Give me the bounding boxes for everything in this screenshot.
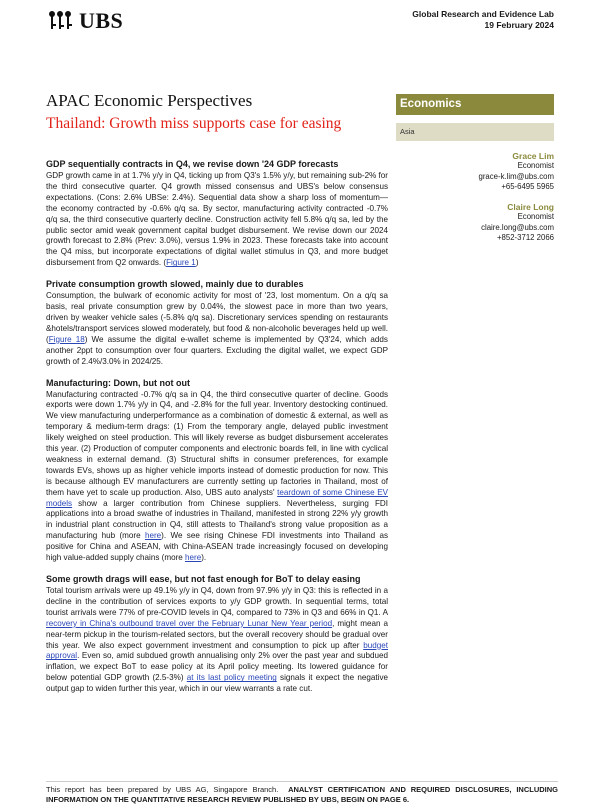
supply-chain-here-link[interactable]: here bbox=[185, 553, 202, 563]
section-heading-growth-drags: Some growth drags will ease, but not fast enough for BoT to delay easing bbox=[46, 574, 361, 584]
report-body bbox=[46, 158, 388, 704]
analyst-email[interactable]: grace-k.lim@ubs.com bbox=[478, 171, 554, 181]
ubs-logo bbox=[46, 8, 123, 34]
section-heading-consumption: Private consumption growth slowed, mainly due to durables bbox=[46, 279, 304, 290]
footer-disclosure: ANALYST CERTIFICATION AND REQUIRED DISCLOSURES, INCLUDING INFORMATION ON THE QUANTITATIVE RESEARCH REVIEW PUBLISHED BY UBS, BEGIN ON PAGE 6. bbox=[46, 785, 558, 804]
logo-text: UBS bbox=[79, 8, 124, 33]
region-bar: Asia bbox=[396, 123, 554, 141]
ev-teardown-link[interactable]: teardown of some Chinese EV models bbox=[46, 487, 389, 508]
ubs-keys-logo-icon bbox=[46, 10, 74, 32]
research-header bbox=[412, 9, 554, 31]
category-bar: Economics bbox=[396, 94, 554, 115]
sidebar bbox=[396, 94, 554, 243]
section-paragraph-gdp: GDP growth came in at 1.7% y/y in Q4, ticking up from Q3's 1.5% y/y, but remaining sub-2% for the third consecutive quarter. Q4 growth missed consensus and UBS's below consensus expectations. (Cons: 2.6% UBSe: 2.4%). Sequential data show a sharp loss of momentum—the economy contracted by -0.6% q/q sa. By sector, manufacturing activity contracted -0.7% q/q sa, the third consecutive quarterly decline. Construction activity fell 5.8% q/q sa, led by the public sector amid weak government capital budget disbursement. We revise down our 2024 growth forecast to 2.8% (Prev: 3.0%), versus 1.9% in 2023. These forecasts take into account the Q4 miss, but incorporate expectations of digital wallet stimulus in Q3, and more budget disbursement from Q2 onwards. (Figure 1) bbox=[46, 171, 388, 268]
figure-1-link[interactable]: Figure 1 bbox=[166, 258, 196, 268]
disclosure-footer bbox=[46, 781, 558, 805]
figure-18-link[interactable]: Figure 18 bbox=[48, 334, 85, 344]
report-headline: Thailand: Growth miss supports case for easing bbox=[46, 115, 342, 132]
china-travel-link[interactable]: recovery in China's outbound travel over the February Lunar New Year period bbox=[46, 618, 333, 628]
report-date: 19 February 2024 bbox=[484, 20, 554, 30]
footer-prefix: This report has been prepared by UBS AG, Singapore Branch. bbox=[46, 785, 279, 794]
section-paragraph-consumption: Consumption, the bulwark of economic activity for most of '23, lost momentum. On a q/q sa basis, real private consumption grew by 0.04%, the slowest pace in more than two years, driven by weaker vehicle sales (-5.8% q/q sa). Discretionary services spending on restaurants &hotels/transport services slowed moderately, but food & non-alcoholic beverages held up well. (Figure 18) We assume the digital e-wallet scheme is implemented by Q3'24, which adds another 2ppt to consumption over four quarters. Excluding the digital wallet, we expect GDP growth of 2.4%/3.0% in 2024/25. bbox=[46, 291, 388, 366]
section-heading-manufacturing: Manufacturing: Down, but not out bbox=[46, 377, 190, 388]
analyst-title: Economist bbox=[517, 212, 554, 222]
analyst-email[interactable]: claire.long@ubs.com bbox=[481, 222, 554, 232]
analyst-card bbox=[396, 202, 554, 243]
budget-approval-link[interactable]: budget approval bbox=[46, 640, 388, 661]
analyst-phone: +65-6495 5965 bbox=[501, 181, 554, 191]
analyst-name: Claire Long bbox=[507, 202, 554, 213]
analyst-title: Economist bbox=[517, 161, 554, 171]
analyst-card bbox=[396, 151, 554, 192]
lab-name: Global Research and Evidence Lab bbox=[412, 9, 554, 19]
section-heading-gdp: GDP sequentially contracts in Q4, we revise down '24 GDP forecasts bbox=[46, 159, 339, 169]
publication-series: APAC Economic Perspectives bbox=[46, 91, 253, 110]
section-paragraph-manufacturing: Manufacturing contracted -0.7% q/q sa in Q4, the third consecutive quarter of decline. Goods exports were down 1.7% y/y in Q4, and -2.8% for the full year. Inventory destocking continued. We view manufacturing underperformance as a combination of domestic & external, as well as temporary & medium-term drags: (1) From the temporary angle, delayed public investment likely weighed on steel production. This will likely reverse as budget disbursement accelerates this year. (2) Production of computer components and electronic boards fell, in line with cyclical weakness in external demand. (3) Structural shifts in consumer preferences, for example towards EVs, shows up as higher vehicle imports instead of domestic production for now. This is because although EV manufacturers are currently setting up factories in Thailand, most of them have yet to scale up production. Also, UBS auto analysts' teardown of some Chinese EV models show a larger contribution from Chinese suppliers. Nevertheless, surging FDI applications into a broad swathe of industries in Thailand, manifested in strong 22% y/y growth in industrial plant construction in Q4, still attests to Thailand's strong value proposition as a manufacturing hub (more here). We see rising Chinese FDI investments into Thailand as positive for China and ASEAN, with China-ASEAN trade increasingly focused on developing high value-added supply chains (more here). bbox=[46, 389, 389, 563]
analyst-phone: +852-3712 2066 bbox=[496, 233, 554, 243]
fdi-here-link[interactable]: here bbox=[144, 531, 162, 541]
analyst-name: Grace Lim bbox=[512, 151, 554, 161]
section-paragraph-growth-drags: Total tourism arrivals were up 49.1% y/y in Q4, down from 97.9% y/y in Q3: this is reflected in a decline in the contribution of services exports to y/y GDP growth. In sequential terms, total tourist arrivals were 77% of pre-COVID levels in Q4, compared to 73% in Q3 and 66% in Q1. A recovery in China's outbound travel over the February Lunar New Year period, might mean a near-term pickup in the tourism-related sectors, but the overall recovery should be gradual over this year. We also expect government investment and consumption to pick up after budget approval. Even so, amid subdued growth annualising only 2% over the past year and subdued inflation, we expect BoT to ease policy at its April policy meeting. Its lowered guidance for below potential GDP growth (2.5-3%) at its last policy meeting signals it expect the negative output gap to widen further this year, which in our view warrants a rate cut. bbox=[46, 586, 389, 694]
policy-meeting-link[interactable]: at its last policy meeting bbox=[186, 673, 277, 683]
